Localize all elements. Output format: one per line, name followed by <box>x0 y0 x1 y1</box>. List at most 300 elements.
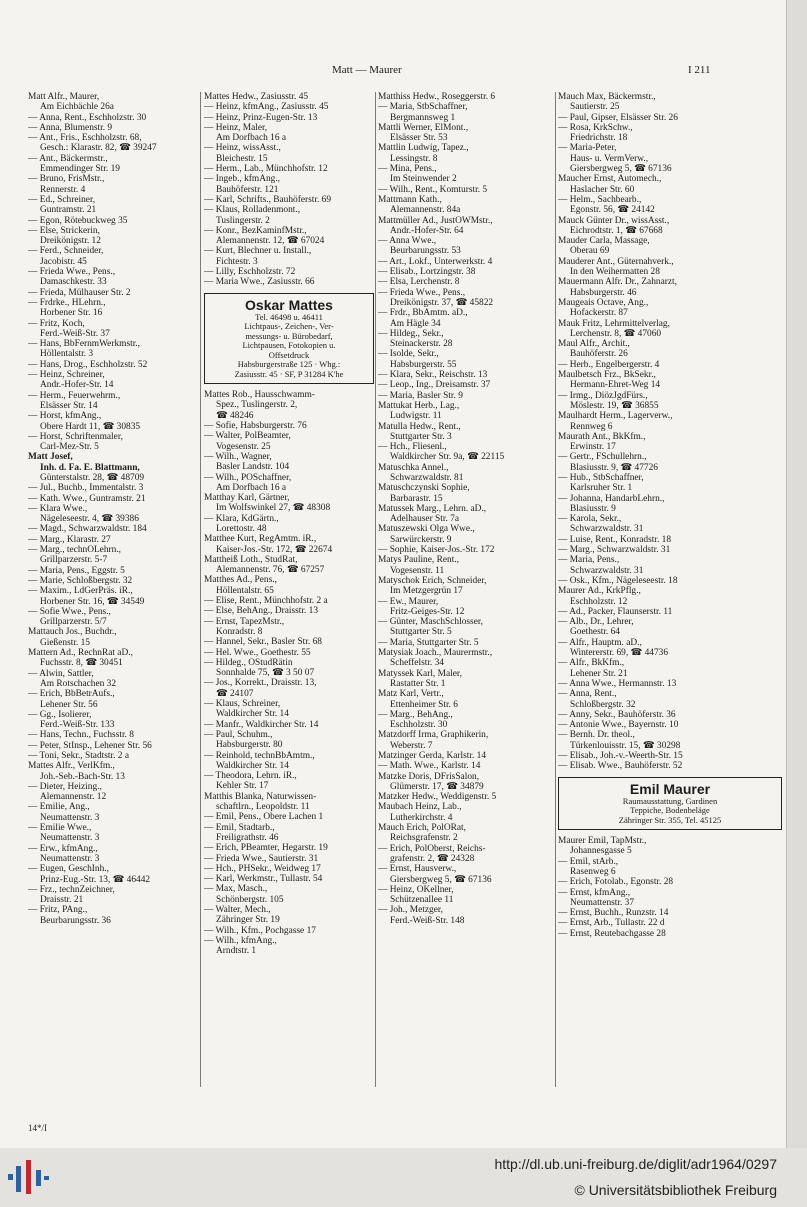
directory-entry: Eschholzstr. 30 <box>390 720 448 731</box>
directory-entry: — Dieter, Heizing., <box>28 781 102 792</box>
directory-entry: Mauch Max, Bäckermstr., <box>558 92 656 102</box>
directory-entry: — Heinz, Maler, <box>204 122 268 133</box>
directory-entry: — Gertr., FSchullehrn., <box>558 452 647 463</box>
directory-entry: — Ernst, kfmAng., <box>558 887 631 898</box>
directory-entry: — Maria-Peter, <box>558 143 617 154</box>
directory-entry: — Alwin, Sattler, <box>28 668 94 679</box>
directory-entry: Habsburgerstr. 80 <box>216 740 283 751</box>
directory-entry: — Elisab., Joh.-v.-Weerth-Str. 15 <box>558 751 683 761</box>
directory-entry: Im Metzgergrün 17 <box>390 586 463 597</box>
directory-entry: Matzke Doris, DFrisSalon, <box>378 771 480 782</box>
directory-entry: — Joh., Metzger, <box>378 905 443 916</box>
directory-entry: Blasiusstr. 9 <box>570 503 616 514</box>
directory-entry: — Hans, Techn., Fuchsstr. 8 <box>28 730 134 741</box>
directory-entry: Schloßbergstr. 32 <box>570 699 636 710</box>
directory-entry: — Osk., Kfm., Nägeleseestr. 18 <box>558 575 678 586</box>
directory-entry: — Erich, Fotolab., Egonstr. 28 <box>558 877 674 888</box>
directory-entry: Im Steinwender 2 <box>390 174 457 185</box>
directory-entry: — Fritz, Koch, <box>28 318 85 329</box>
directory-entry: — Karl, Schrifts., Bauhöferstr. 69 <box>204 194 332 205</box>
directory-entry: Ludwigstr. 11 <box>390 411 442 422</box>
directory-entry: Bauhöferstr. 26 <box>570 349 628 360</box>
signature-mark: 14*/I <box>28 1123 47 1133</box>
directory-entry: — Ant., Fris., Eschholzstr. 68, <box>28 133 142 144</box>
directory-entry: Matt Alfr., Maurer, <box>28 92 100 102</box>
directory-entry: — Klaus, Schreiner, <box>204 699 281 710</box>
directory-entry: — Manfr., Waldkircher Str. 14 <box>204 719 319 730</box>
directory-entry: Sarwürckerstr. 9 <box>390 534 452 545</box>
directory-entry: — Heinz, OKellner, <box>378 884 454 895</box>
column-divider <box>375 92 376 1087</box>
directory-entry: — Heinz, Schreiner, <box>28 370 105 381</box>
directory-entry: — Maria, StbSchaffner, <box>378 102 468 113</box>
ad-line: messungs- u. Bürobedarf, <box>245 330 333 341</box>
directory-columns <box>28 92 784 1092</box>
directory-entry: Haslacher Str. 60 <box>570 184 635 195</box>
directory-entry: — Antonie Wwe., Bayernstr. 10 <box>558 720 679 731</box>
directory-entry: Höllentalstr. 65 <box>216 585 274 596</box>
directory-entry: Carl-Mez-Str. 5 <box>40 442 99 453</box>
directory-entry: Erwinstr. 17 <box>570 442 616 453</box>
directory-entry: Mattes Hedw., Zasiusstr. 45 <box>204 92 309 102</box>
directory-entry: Matuschka Annel., <box>378 462 449 473</box>
directory-entry: Dreikönigstr. 37, ☎ 45822 <box>390 297 494 308</box>
directory-entry: Höllentalstr. 3 <box>40 349 94 360</box>
ad-company-name: Oskar Mattes <box>245 296 333 313</box>
directory-entry: — Frieda, Mülhauser Str. 2 <box>28 287 131 298</box>
directory-entry: — Erw., kfmAng., <box>28 843 98 854</box>
directory-entry: — Rosa, KrkSchw., <box>558 122 633 133</box>
directory-entry: Bleichestr. 15 <box>216 153 268 164</box>
permalink[interactable]: http://dl.ub.uni-freiburg.de/diglit/adr1964/0297 <box>494 1156 777 1172</box>
directory-entry: Mauder Carla, Massage, <box>558 236 650 247</box>
directory-entry: — Wilh., Kfm., Pochgasse 17 <box>204 925 316 936</box>
page-edge <box>786 0 807 1148</box>
directory-entry: — Eugen, GeschInh., <box>28 864 109 875</box>
directory-entry: Rastatter Str. 1 <box>390 678 446 689</box>
directory-entry: — Leop., Ing., Dreisamstr. 37 <box>378 380 491 391</box>
directory-entry: — Frdrke., HLehrn., <box>28 297 106 308</box>
ad-telephone: Tel. 46498 u. 46411 <box>255 311 323 322</box>
directory-entry: ☎ 24107 <box>216 688 254 699</box>
directory-entry: Am Dorfbach 16 a <box>216 133 287 144</box>
directory-entry: Habsburgerstr. 46 <box>570 287 637 298</box>
directory-entry: — Emilie Wwe., <box>28 823 92 834</box>
directory-entry: — Ew., Maurer, <box>378 596 439 607</box>
directory-entry: Draisstr. 21 <box>40 895 84 906</box>
ad-line: Offsetdruck <box>268 349 310 360</box>
directory-entry: Gießenstr. 15 <box>40 637 90 648</box>
directory-entry: Fritz-Geiges-Str. 12 <box>390 606 465 617</box>
directory-entry: — Elisab. Wwe., Bauhöferstr. 52 <box>558 761 683 772</box>
directory-entry: Alemannenstr. 12, ☎ 67024 <box>216 236 325 247</box>
directory-entry: Kaiser-Jos.-Str. 172, ☎ 22674 <box>216 544 333 555</box>
directory-entry: Tuslingerstr. 2 <box>216 215 270 226</box>
directory-entry: Mauderer Ant., Güternahverk., <box>558 256 674 267</box>
directory-entry: Horbener Str. 16, ☎ 34549 <box>40 596 145 607</box>
directory-entry: — Theodora, Lehrn. iR., <box>204 771 297 782</box>
column-2 <box>204 92 374 1092</box>
directory-entry: — Karola, Sekr., <box>558 514 622 525</box>
directory-entry: — Else, BehAng., Draisstr. 13 <box>204 606 319 617</box>
directory-entry: — Emil, Pens., Obere Lachen 1 <box>204 812 324 823</box>
directory-entry: Mattheiß Loth., StudRat, <box>204 554 298 565</box>
directory-entry: Möslestr. 19, ☎ 36855 <box>570 400 659 411</box>
directory-entry: Wintererstr. 69, ☎ 44736 <box>570 648 669 659</box>
directory-entry: — Anna, Rent., Eschholzstr. 30 <box>28 112 147 123</box>
directory-entry: Lessingstr. 8 <box>390 153 438 164</box>
directory-entry: — Johanna, HandarbLehrn., <box>558 493 665 504</box>
directory-entry: Elsässer Str. 53 <box>390 133 448 144</box>
directory-entry: Basler Landstr. 104 <box>216 462 290 473</box>
directory-entry: Lehener Str. 56 <box>40 699 98 710</box>
ad-line: Lichtpausen, Fotokopien u. <box>242 340 336 351</box>
directory-entry: — Emil, stArb., <box>558 856 619 867</box>
directory-entry: Sautierstr. 25 <box>570 102 620 113</box>
directory-entry: Spez., Tuslingerstr. 2, <box>216 400 298 411</box>
directory-entry: — Paul, Schuhm., <box>204 729 273 740</box>
directory-entry: — Alfr., BkKfm., <box>558 658 625 669</box>
directory-entry: Guntramstr. 21 <box>40 205 97 216</box>
directory-entry: Neumattenstr. 3 <box>40 812 100 823</box>
advertisement-box <box>558 777 782 831</box>
directory-entry: — Sofie, Habsburgerstr. 76 <box>204 421 307 432</box>
directory-entry: Maubach Heinz, Lab., <box>378 802 462 813</box>
advertisement-box <box>204 293 374 385</box>
directory-entry: Am Eichbächle 26a <box>40 102 114 113</box>
directory-entry: — Marg., Klarastr. 27 <box>28 534 111 545</box>
directory-entry: — Horst, Schriftenmaler, <box>28 431 123 442</box>
directory-entry: — Ernst, Arb., Tullastr. 22 d <box>558 918 665 929</box>
directory-entry: Maurer Emil, TapMstr., <box>558 836 647 847</box>
directory-entry: — Ernst, Buchh., Runzstr. 14 <box>558 908 669 919</box>
directory-entry: — Max, Masch., <box>204 884 268 895</box>
directory-entry: — Marie, Schloßbergstr. 32 <box>28 575 133 586</box>
page-number: I 211 <box>688 64 711 76</box>
directory-entry: Fuchsstr. 8, ☎ 30451 <box>40 658 123 669</box>
directory-entry: Matyschok Erich, Schneider, <box>378 575 487 586</box>
directory-entry: — Klara, Sekr., Reischstr. 13 <box>378 370 488 381</box>
directory-entry: — Herm., Lab., Münchhofstr. 12 <box>204 164 328 175</box>
directory-entry: Ferd.-Weiß-Str. 133 <box>40 720 115 731</box>
directory-entry: — Hch., PHSekr., Weidweg 17 <box>204 863 321 874</box>
directory-entry: Nägeleseestr. 4, ☎ 39386 <box>40 514 139 525</box>
directory-entry: — Heinz, wissAsst., <box>204 143 281 154</box>
directory-entry: — Frieda Wwe., Pens., <box>378 287 466 298</box>
directory-entry: — Erich, BbBetrAufs., <box>28 689 115 700</box>
directory-entry: Lehener Str. 21 <box>570 668 628 679</box>
directory-entry: Jacobistr. 45 <box>40 256 87 267</box>
directory-entry: — Karl, Werkmstr., Tullastr. 54 <box>204 874 323 885</box>
directory-entry: — Günter, MaschSchlosser, <box>378 617 483 628</box>
copyright: © Universitätsbibliothek Freiburg <box>574 1182 777 1198</box>
directory-entry: Stuttgarter Str. 5 <box>390 627 452 638</box>
directory-entry: Matthee Kurt, RegAmtm. iR., <box>204 534 317 545</box>
directory-entry: Grillparzerstr. 5/7 <box>40 617 107 628</box>
directory-entry: — Bernh. Dr. theol., <box>558 730 635 741</box>
page-header <box>0 64 760 80</box>
directory-entry: Ferd.-Weiß-Str. 37 <box>40 328 110 339</box>
directory-entry: Matuschczynski Sophie, <box>378 483 470 494</box>
directory-entry: Ferd.-Weiß-Str. 148 <box>390 915 465 926</box>
directory-entry: Beurbarungsstr. 36 <box>40 915 111 926</box>
directory-entry: — Maria Wwe., Zasiusstr. 66 <box>204 277 315 288</box>
directory-entry: Blasiusstr. 9, ☎ 47726 <box>570 462 658 473</box>
directory-entry: — Frdr., BbAmtm. aD., <box>378 308 468 319</box>
directory-entry: Mattauch Jos., Buchdr., <box>28 627 117 638</box>
directory-entry: Inh. d. Fa. E. Blattmann, <box>40 462 140 473</box>
directory-entry: — Hans, BbFernmWerkmstr., <box>28 339 140 350</box>
directory-entry: Barbarastr. 15 <box>390 493 443 504</box>
directory-entry: Türkenlouisstr. 15, ☎ 30298 <box>570 740 681 751</box>
directory-entry: grafenstr. 2, ☎ 24328 <box>390 853 475 864</box>
directory-entry: — Erich, PBeamter, Hegarstr. 19 <box>204 843 328 854</box>
directory-entry: Waldkircher Str. 14 <box>216 709 289 720</box>
directory-entry: — Ferd., Schneider, <box>28 246 104 257</box>
directory-entry: Mattmüller Ad., JustOWMstr., <box>378 215 493 226</box>
directory-entry: Schönbergstr. 105 <box>216 894 284 905</box>
directory-entry: — Heinz, kfmAng., Zasiusstr. 45 <box>204 102 329 113</box>
directory-entry: Matysiak Joach., Maurermstr., <box>378 648 493 659</box>
directory-entry: — Helm., Sachbearb., <box>558 194 642 205</box>
directory-entry: Schwarzwaldstr. 81 <box>390 472 464 483</box>
directory-entry: Mattmann Kath., <box>378 194 442 205</box>
directory-entry: Matzinger Gerda, Karlstr. 14 <box>378 751 487 761</box>
directory-entry: Bauhöferstr. 121 <box>216 184 279 195</box>
directory-entry: Günterstalstr. 28, ☎ 48709 <box>40 472 145 483</box>
directory-entry: Steinackerstr. 28 <box>390 339 453 350</box>
ad-line: Zähringer Str. 355, Tel. 45125 <box>618 814 722 825</box>
directory-entry: Matzdorff Irma, Graphikerin, <box>378 730 489 741</box>
directory-entry: Matyssek Karl, Maler, <box>378 668 462 679</box>
directory-entry: Mattes Alfr., VerlKfm., <box>28 761 115 772</box>
directory-entry: Mauck Günter Dr., wissAsst., <box>558 215 670 226</box>
directory-entry: Matz Karl, Vertr., <box>378 689 444 700</box>
directory-entry: — Maria, Stuttgarter Str. 5 <box>378 637 479 648</box>
directory-entry: Friedrichstr. 18 <box>570 133 628 144</box>
directory-entry: Vogesenstr. 11 <box>390 565 445 576</box>
directory-entry: — Anna Wwe., Hermannstr. 13 <box>558 678 677 689</box>
directory-entry: Rasenweg 6 <box>570 866 616 877</box>
directory-entry: Fichtestr. 3 <box>216 256 258 267</box>
directory-entry: — Frieda Wwe., Pens., <box>28 267 116 278</box>
directory-entry: Maul Alfr., Archit., <box>558 339 630 350</box>
directory-entry: — Emilie, Ang., <box>28 802 90 813</box>
directory-entry: Schützenallee 11 <box>390 895 454 906</box>
directory-entry: Schwarzwaldstr. 31 <box>570 524 644 535</box>
directory-entry: — Maria, Pens., <box>558 555 620 566</box>
directory-entry: Matthay Karl, Gärtner, <box>204 493 290 504</box>
directory-entry: — Hannel, Sekr., Basler Str. 68 <box>204 637 322 648</box>
directory-entry: — Ant., Bäckermstr., <box>28 153 108 164</box>
ad-line: Raumausstattung, Gardinen <box>622 795 718 806</box>
directory-entry: Maucher Ernst, Automech., <box>558 174 662 185</box>
directory-entry: Neumattenstr. 37 <box>570 897 635 908</box>
directory-entry: — Mina, Pens., <box>378 164 437 175</box>
directory-entry: — Frz., technZeichner, <box>28 884 115 895</box>
directory-entry: — Toni, Sekr., Stadtstr. 2 a <box>28 751 129 761</box>
directory-entry: Scheffelstr. 34 <box>390 658 444 669</box>
directory-entry: — Herm., Feuerwehrm., <box>28 390 121 401</box>
directory-entry: — Anna Wwe., <box>378 236 437 247</box>
directory-entry: — Maxim., LdGerPräs. iR., <box>28 586 133 597</box>
directory-entry: Eichrodtstr. 1, ☎ 67668 <box>570 225 663 236</box>
directory-entry: — Kurt, Blechner u. Install., <box>204 246 312 257</box>
directory-entry: — Jos., Korrekt., Draisstr. 13, <box>204 678 317 689</box>
directory-entry: Reichsgrafenstr. 2 <box>390 833 458 844</box>
directory-entry: Schwarzwaldstr. 31 <box>570 565 644 576</box>
directory-entry: Matthes Ad., Pens., <box>204 575 277 586</box>
directory-entry: Andr.-Hofer-Str. 64 <box>390 225 464 236</box>
directory-entry: Bergmannsweg 1 <box>390 112 456 123</box>
directory-entry: — Fritz, PAng., <box>28 905 88 916</box>
directory-entry: — Ernst, Hausverw., <box>378 864 457 875</box>
directory-entry: Obere Hardt 11, ☎ 30835 <box>40 421 141 432</box>
directory-entry: — Wilh., Rent., Komturstr. 5 <box>378 184 488 195</box>
directory-entry: Am Rotschachen 32 <box>40 678 117 689</box>
directory-entry: — Peter, StInsp., Lehener Str. 56 <box>28 740 152 751</box>
directory-entry: Hermann-Ehret-Weg 14 <box>570 380 661 391</box>
directory-entry: — Isolde, Sekr., <box>378 349 439 360</box>
directory-entry: schaftlrn., Leopoldstr. 11 <box>216 802 310 813</box>
directory-entry: Waldkircher Str. 14 <box>216 760 289 771</box>
directory-entry: Haus- u. VermVerw., <box>570 153 649 164</box>
directory-entry: Glümerstr. 17, ☎ 34879 <box>390 781 484 792</box>
directory-entry: — Sofie Wwe., Pens., <box>28 606 111 617</box>
directory-entry: — Maria, Basler Str. 9 <box>378 390 463 401</box>
column-3 <box>378 92 556 1092</box>
directory-entry: — Kath. Wwe., Guntramstr. 21 <box>28 493 146 504</box>
directory-entry: — Hans, Drog., Eschholzstr. 52 <box>28 359 148 370</box>
directory-entry: Habsburgerstr. 55 <box>390 359 457 370</box>
directory-entry: — Lilly, Eschholzstr. 72 <box>204 267 296 278</box>
directory-entry: Matthiss Hedw., Roseggerstr. 6 <box>378 92 496 102</box>
directory-entry: — Walter, PolBeamter, <box>204 431 291 442</box>
directory-entry: Alemannenstr. 76, ☎ 67257 <box>216 565 325 576</box>
directory-entry: — Klara, KdGärtn., <box>204 513 279 524</box>
column-divider <box>200 92 201 1087</box>
directory-entry: Lutherkirchstr. 4 <box>390 812 453 823</box>
directory-entry: — Frieda Wwe., Sautierstr. 31 <box>204 853 319 864</box>
directory-entry: Matthis Blanka, Naturwissen- <box>204 791 317 802</box>
directory-entry: — Hch., Fliesenl., <box>378 442 447 453</box>
directory-entry: — Konr., BezKaminfMstr., <box>204 225 307 236</box>
viewer-footer <box>0 1148 807 1207</box>
directory-entry: Alemannenstr. 84a <box>390 205 461 216</box>
directory-entry: Matys Pauline, Rent., <box>378 555 459 566</box>
directory-entry: Im Wolfswinkel 27, ☎ 48308 <box>216 503 331 514</box>
directory-entry: Joh.-Seb.-Bach-Str. 13 <box>40 771 125 782</box>
directory-entry: Matuszewski Olga Wwe., <box>378 524 475 535</box>
directory-entry: Freiligrathstr. 46 <box>216 832 279 843</box>
directory-entry: — Anny, Sekr., Bauhöferstr. 36 <box>558 709 676 720</box>
directory-entry: — Art., Lokf., Unterwerkstr. 4 <box>378 256 493 267</box>
directory-entry: Ettenheimer Str. 6 <box>390 699 458 710</box>
directory-entry: — Jul., Buchb., Immentalstr. 3 <box>28 483 144 494</box>
directory-entry: In den Weihermatten 28 <box>570 267 660 278</box>
directory-entry: Goethestr. 64 <box>570 627 620 638</box>
directory-entry: Mauermann Alfr. Dr., Zahnarzt, <box>558 277 677 288</box>
directory-entry: Lerchenstr. 8, ☎ 47060 <box>570 328 662 339</box>
directory-entry: Rennerstr. 4 <box>40 184 86 195</box>
directory-entry: — Marg., Schwarzwaldstr. 31 <box>558 545 671 556</box>
directory-entry: — Walter, Mech., <box>204 904 271 915</box>
directory-entry: — Ernst, TapezMstr., <box>204 616 285 627</box>
directory-entry: — Alfr., Hauptm. aD., <box>558 637 642 648</box>
directory-entry: Alemannenstr. 12 <box>40 792 107 803</box>
directory-entry: Am Dorfbach 16 a <box>216 482 287 493</box>
directory-entry: Maulbetsch Frz., BkSekr., <box>558 370 656 381</box>
directory-entry: Maurath Ant., BkKfm., <box>558 431 646 442</box>
directory-entry: Sonnhalde 75, ☎ 3 50 07 <box>216 668 315 679</box>
directory-entry: Karlsruher Str. 1 <box>570 483 633 494</box>
directory-entry: — Ernst, Reutebachgasse 28 <box>558 928 666 939</box>
directory-entry: Matzker Hedw., Weddigenstr. 5 <box>378 792 497 803</box>
directory-entry: Andr.-Hofer-Str. 14 <box>40 380 114 391</box>
directory-entry: Adelhauser Str. 7a <box>390 514 459 525</box>
directory-entry: Neumattenstr. 3 <box>40 833 100 844</box>
ad-line: Zasiusstr. 45 · SF, P 31284 K'he <box>234 368 344 379</box>
directory-entry: Giersbergweg 5, ☎ 67136 <box>570 164 672 175</box>
directory-entry: — Klara Wwe., <box>28 503 88 514</box>
directory-entry: Prinz-Eug.-Str. 13, ☎ 46442 <box>40 874 151 885</box>
directory-entry: Dreikönigstr. 12 <box>40 236 101 247</box>
directory-entry: Matt Josef, <box>28 452 73 463</box>
directory-entry: — Hel. Wwe., Goethestr. 55 <box>204 647 311 658</box>
directory-entry: Weberstr. 7 <box>390 740 433 751</box>
directory-entry: — Wilh., Wagner, <box>204 451 272 462</box>
directory-entry: Matulla Hedw., Rent., <box>378 421 461 432</box>
directory-entry: Neumattenstr. 3 <box>40 853 100 864</box>
directory-entry: Maurer Ad., KrkPflg., <box>558 586 641 597</box>
directory-entry: Rennweg 6 <box>570 421 613 432</box>
directory-entry: — Marg., technOLehrn., <box>28 545 122 556</box>
directory-entry: — Paul, Gipser, Elsässer Str. 26 <box>558 112 678 123</box>
directory-entry: — Hildeg., OStudRätin <box>204 657 293 668</box>
directory-entry: Johannesgasse 5 <box>570 846 632 857</box>
directory-entry: — Magd., Schwarzwaldstr. 184 <box>28 524 147 535</box>
directory-entry: Giersbergweg 5, ☎ 67136 <box>390 874 492 885</box>
directory-entry: Mattlin Ludwig, Tapez., <box>378 143 469 154</box>
ad-line: Habsburgerstraße 125 · Whg.: <box>237 359 341 370</box>
directory-entry: — Klaus, Rolladenmont., <box>204 205 301 216</box>
directory-entry: Oberau 69 <box>570 246 610 257</box>
directory-entry: Mattli Werner, ElMont., <box>378 122 469 133</box>
directory-entry: Gesch.: Klarastr. 82, ☎ 39247 <box>40 143 157 154</box>
directory-entry: — Wilh., kfmAng., <box>204 935 277 946</box>
directory-entry: Beurbarungsstr. 53 <box>390 246 461 257</box>
directory-entry: — Heinz, Prinz-Eugen-Str. 13 <box>204 112 318 123</box>
column-4 <box>558 92 782 1092</box>
directory-entry: — Elsa, Lerchenstr. 8 <box>378 277 460 288</box>
directory-entry: Mattukat Herb., Lag., <box>378 400 460 411</box>
directory-entry: — Erich, PolOberst, Reichs- <box>378 843 486 854</box>
directory-entry: Konradstr. 8 <box>216 626 263 637</box>
directory-entry: — Sophie, Kaiser-Jos.-Str. 172 <box>378 545 495 556</box>
directory-entry: Eschholzstr. 12 <box>570 596 628 607</box>
directory-entry: Mattes Rob., Hausschwamm- <box>204 390 315 401</box>
directory-entry: — Gg., Isolierer, <box>28 709 92 720</box>
directory-entry: — Ed., Schreiner, <box>28 194 96 205</box>
directory-entry: Elsässer Str. 14 <box>40 400 98 411</box>
directory-entry: — Emil, Stadtarb., <box>204 822 275 833</box>
directory-entry: — Luise, Rent., Konradstr. 18 <box>558 534 672 545</box>
directory-entry: — Egon, Rötebuckweg 35 <box>28 215 128 226</box>
column-1 <box>28 92 196 1092</box>
directory-entry: — Bruno, FrisMstr., <box>28 174 105 185</box>
directory-entry: Lorettostr. 48 <box>216 524 267 534</box>
directory-entry: — Wilh., POSchaffner, <box>204 472 292 483</box>
